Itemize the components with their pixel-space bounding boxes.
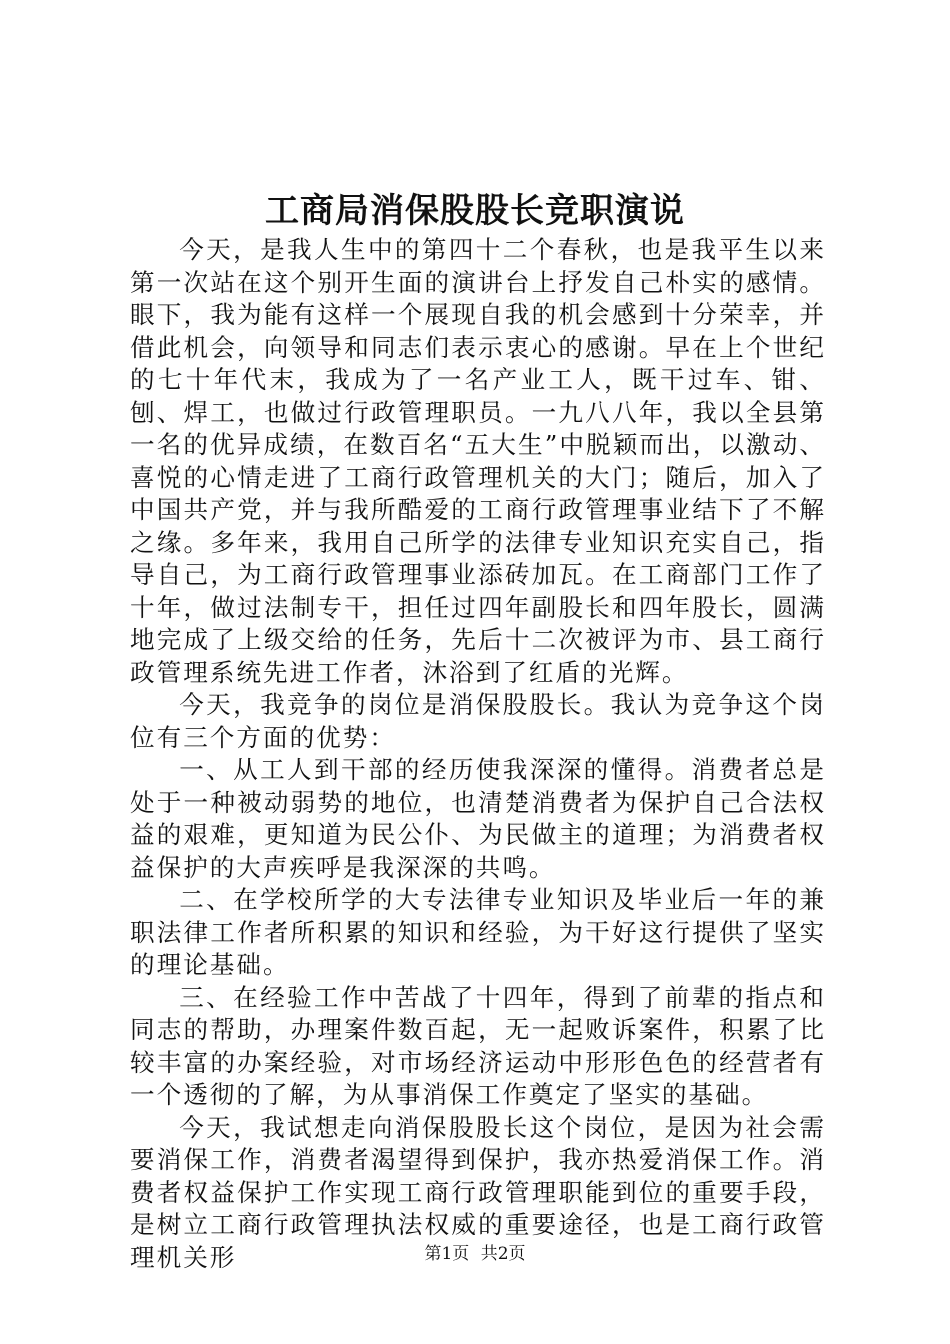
paragraph-advantage-2: 二、在学校所学的大专法律专业知识及毕业后一年的兼职法律工作者所积累的知识和经验，为干好这行提供了坚实的理论基础。	[130, 885, 826, 979]
page-footer	[0, 1242, 950, 1266]
document-title: 工商局消保股股长竞职演说	[265, 191, 685, 231]
page-number: 第1页	[424, 1244, 470, 1264]
page-total: 共2页	[480, 1244, 526, 1264]
paragraph-advantage-1: 一、从工人到干部的经历使我深深的懂得。消费者总是处于一种被动弱势的地位，也清楚消费者为保护自己合法权益的艰难，更知道为民公仆、为民做主的道理；为消费者权益保护的大声疾呼是我深深的共鸣。	[130, 755, 826, 882]
document-body	[130, 234, 826, 1274]
paragraph-motivation: 今天，我试想走向消保股股长这个岗位，是因为社会需要消保工作，消费者渴望得到保护，我亦热爱消保工作。消费者权益保护工作实现工商行政管理职能到位的重要手段，是树立工商行政管理执法权威的重要途径，也是工商行政管理机关形	[130, 1112, 826, 1272]
paragraph-advantage-3: 三、在经验工作中苦战了十四年，得到了前辈的指点和同志的帮助，办理案件数百起，无一起败诉案件，积累了比较丰富的办案经验，对市场经济运动中形形色色的经营者有一个透彻的了解，为从事消保工作奠定了坚实的基础。	[130, 982, 826, 1109]
paragraph-intro: 今天，是我人生中的第四十二个春秋，也是我平生以来第一次站在这个别开生面的演讲台上抒发自己朴实的感情。眼下，我为能有这样一个展现自我的机会感到十分荣幸，并借此机会，向领导和同志们表示衷心的感谢。早在上个世纪的七十年代末，我成为了一名产业工人，既干过车、钳、刨、焊工，也做过行政管理职员。一九八八年，我以全县第一名的优异成绩，在数百名“五大生”中脱颖而出，以激动、喜悦的心情走进了工商行政管理机关的大门；随后，加入了中国共产党，并与我所酷爱的工商行政管理事业结下了不解之缘。多年来，我用自己所学的法律专业知识充实自己，指导自己，为工商行政管理事业添砖加瓦。在工商部门工作了十年，做过法制专干，担任过四年副股长和四年股长，圆满地完成了上级交给的任务，先后十二次被评为市、县工商行政管理系统先进工作者，沐浴到了红盾的光辉。	[130, 235, 826, 687]
paragraph-position: 今天，我竞争的岗位是消保股股长。我认为竞争这个岗位有三个方面的优势：	[130, 690, 826, 752]
